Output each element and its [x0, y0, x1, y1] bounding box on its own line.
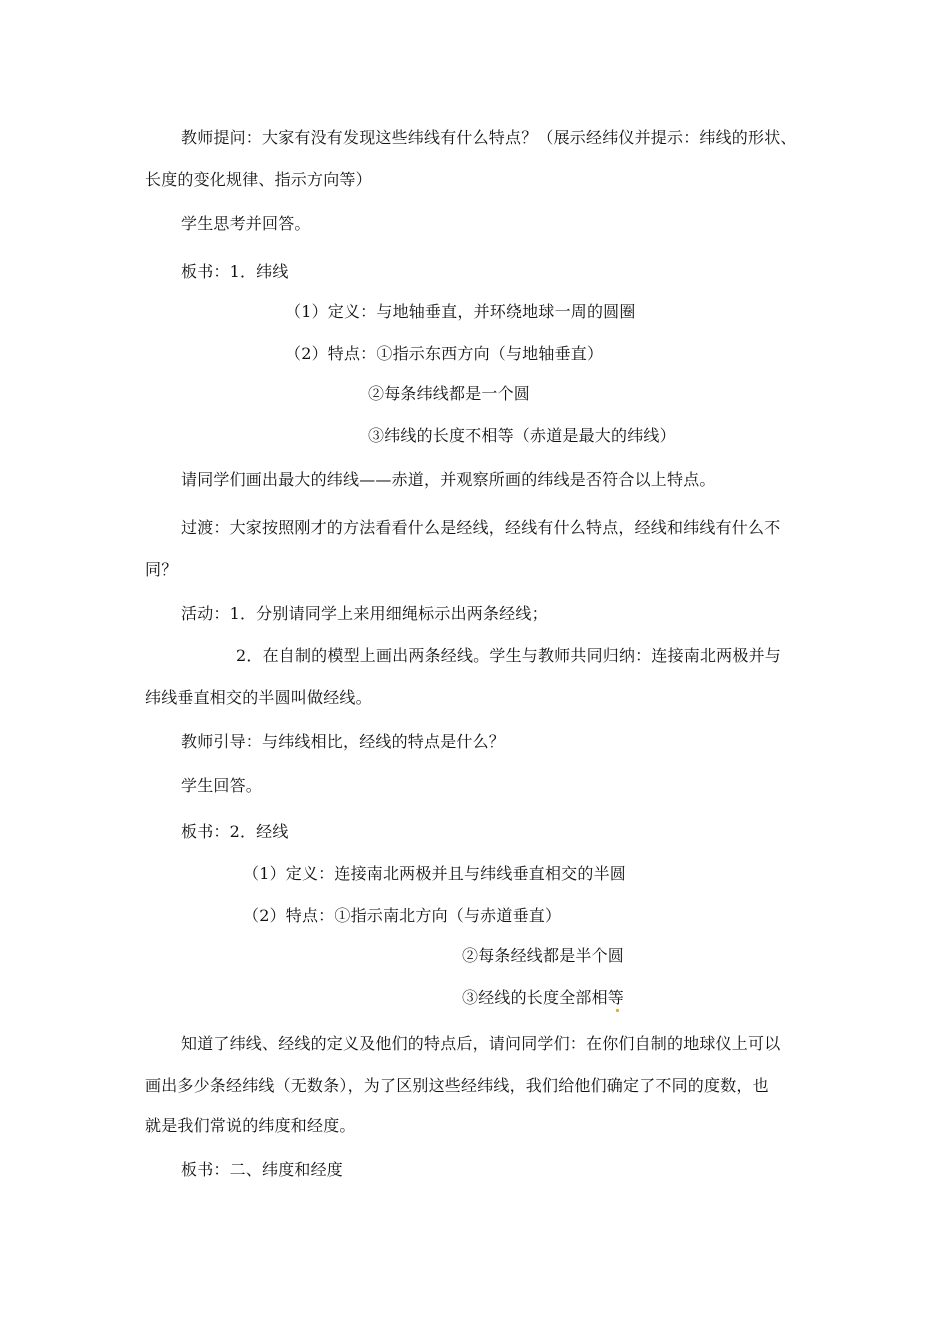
longitude-feature-1: （2）特点：①指示南北方向（与赤道垂直）	[243, 906, 562, 925]
paragraph-summary-cont-2: 就是我们常说的纬度和经度。	[145, 1116, 356, 1135]
longitude-definition: （1）定义：连接南北两极并且与纬线垂直相交的半圆	[243, 864, 626, 883]
paragraph-student-answer: 学生回答。	[181, 776, 263, 795]
paragraph-teacher-question-cont: 长度的变化规律、指示方向等）	[145, 170, 372, 189]
paragraph-transition-cont: 同？	[145, 560, 178, 579]
activity-step-2: 2．在自制的模型上画出两条经线。学生与教师共同归纳：连接南北两极并与	[236, 646, 781, 665]
latitude-feature-1: （2）特点：①指示东西方向（与地轴垂直）	[285, 344, 604, 363]
paragraph-summary: 知道了纬线、经线的定义及他们的特点后，请问同学们：在你们自制的地球仪上可以	[181, 1034, 781, 1053]
paragraph-student-think: 学生思考并回答。	[181, 214, 311, 233]
board-heading-latitude-longitude: 板书：二、纬度和经度	[181, 1160, 344, 1179]
paragraph-transition: 过渡：大家按照刚才的方法看看什么是经线，经线有什么特点，经线和纬线有什么不	[181, 518, 781, 537]
longitude-feature-3: ③经线的长度全部相等	[462, 988, 625, 1007]
paragraph-draw-equator: 请同学们画出最大的纬线——赤道，并观察所画的纬线是否符合以上特点。	[181, 470, 716, 489]
paragraph-teacher-guide: 教师引导：与纬线相比，经线的特点是什么？	[181, 732, 506, 751]
paragraph-summary-cont-1: 画出多少条经纬线（无数条），为了区别这些经纬线，我们给他们确定了不同的度数，也	[145, 1076, 769, 1095]
paragraph-teacher-question: 教师提问：大家有没有发现这些纬线有什么特点？（展示经纬仪并提示：纬线的形状、	[181, 128, 797, 147]
longitude-feature-2: ②每条经线都是半个圆	[462, 946, 625, 965]
board-heading-longitude-line: 板书：2．经线	[181, 822, 289, 841]
stray-mark	[616, 1009, 619, 1012]
latitude-feature-3: ③纬线的长度不相等（赤道是最大的纬线）	[368, 426, 676, 445]
board-heading-latitude-line: 板书：1．纬线	[181, 262, 289, 281]
latitude-feature-2: ②每条纬线都是一个圆	[368, 384, 531, 403]
latitude-definition: （1）定义：与地轴垂直，并环绕地球一周的圆圈	[285, 302, 636, 321]
activity-step-1: 活动：1．分别请同学上来用细绳标示出两条经线；	[181, 604, 548, 623]
activity-step-2-cont: 纬线垂直相交的半圆叫做经线。	[145, 688, 372, 707]
